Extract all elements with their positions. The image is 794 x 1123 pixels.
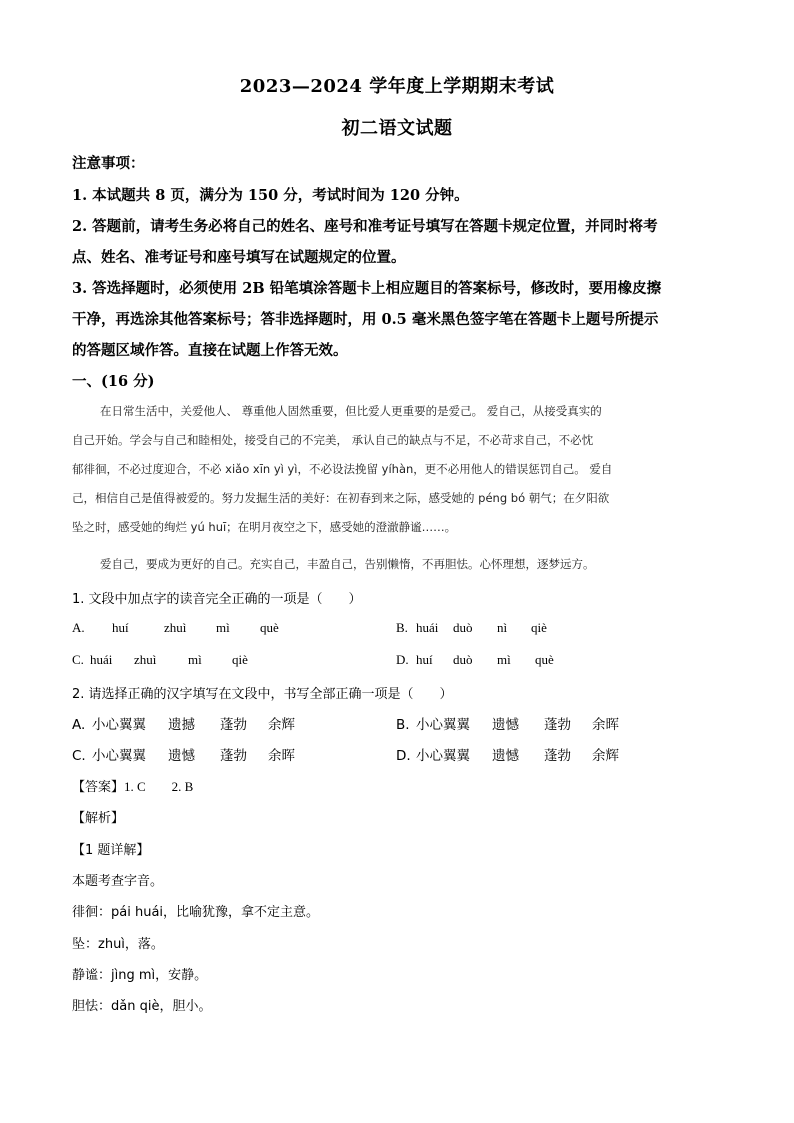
option-item: 余晖 — [268, 748, 295, 764]
option-item: huí — [416, 652, 433, 667]
passage-line: 坠之时，感受她的绚烂 yú huī；在明月夜空之下，感受她的澄澈静谧……。 — [72, 520, 457, 534]
q1-option-d — [396, 652, 554, 668]
option-item: zhuì — [164, 620, 187, 635]
passage-line: 在日常生活中，关爱他人、 尊重他人固然重要，但比爱人更重要的是爱己。 爱自己，从接受真实的 — [100, 404, 602, 418]
detail-line: 坠：zhuì，落。 — [72, 937, 164, 952]
notice-line: 3. 答选择题时，必须使用 2B 铅笔填涂答题卡上相应题目的答案标号，修改时，要用橡皮擦 — [72, 280, 662, 297]
option-item: 遗憾 — [492, 748, 519, 764]
q1-option-a — [72, 620, 279, 636]
page-subtitle: 初二语文试题 — [341, 118, 453, 139]
q2-option-b — [396, 713, 619, 733]
option-item: 小心翼翼 — [416, 748, 470, 764]
option-item: duò — [453, 620, 473, 635]
option-label: A. — [72, 717, 86, 733]
option-item: 小心翼翼 — [92, 748, 146, 764]
option-item: nì — [497, 620, 508, 635]
option-item: 蓬勃 — [220, 748, 247, 764]
option-item: qiè — [232, 652, 248, 667]
notice-line: 1. 本试题共 8 页，满分为 150 分，考试时间为 120 分钟。 — [72, 187, 469, 204]
option-label: C. — [72, 748, 86, 764]
option-item: 遗憾 — [168, 748, 195, 764]
q2-option-a — [72, 713, 295, 733]
detail-line: 徘徊：pái huái，比喻犹豫，拿不定主意。 — [72, 905, 320, 920]
option-label: D. — [396, 748, 411, 764]
section-heading: 一、(16 分) — [72, 373, 155, 390]
option-item: què — [535, 652, 554, 667]
detail-line: 本题考查字音。 — [72, 874, 164, 889]
option-item: 遗憾 — [492, 717, 519, 733]
q2-option-c — [72, 744, 295, 764]
q1-option-b — [396, 620, 547, 636]
passage-line: 自己开始。学会与自己和睦相处，接受自己的不完美， 承认自己的缺点与不足，不必苛求自己，不必忱 — [72, 433, 594, 447]
option-item: 小心翼翼 — [92, 717, 146, 733]
option-label: B. — [396, 620, 408, 635]
option-item: 余辉 — [268, 717, 295, 733]
notice-line: 的答题区域作答。直接在试题上作答无效。 — [72, 342, 348, 359]
option-item: zhuì — [134, 652, 157, 667]
detail-line: 静谧：jìng mì，安静。 — [72, 968, 208, 983]
question-1-stem: 1. 文段中加点字的读音完全正确的一项是（ ） — [72, 592, 362, 607]
notice-heading: 注意事项： — [72, 155, 145, 172]
detail-line: 胆怯：dǎn qiè，胆小。 — [72, 999, 212, 1014]
q2-option-d — [396, 744, 619, 764]
option-label: A. — [72, 620, 85, 635]
detail-heading: 【1 题详解】 — [72, 843, 150, 858]
passage-line: 己，相信自己是值得被爱的。努力发掘生活的美好：在初春到来之际，感受她的 péng bó 朝气；在夕阳欲 — [72, 491, 610, 505]
option-item: mì — [216, 620, 230, 635]
analysis-label: 【解析】 — [72, 811, 125, 826]
question-2-stem: 2. 请选择正确的汉字填写在文段中，书写全部正确一项是（ ） — [72, 687, 453, 702]
option-item: 蓬勃 — [544, 748, 571, 764]
q1-option-c — [72, 652, 248, 668]
option-item: 遗撼 — [168, 717, 195, 733]
option-item: 小心翼翼 — [416, 717, 470, 733]
option-item: duò — [453, 652, 473, 667]
option-item: qiè — [531, 620, 547, 635]
notice-line: 干净，再选涂其他答案标号；答非选择题时，用 0.5 毫米黑色签字笔在答题卡上题号所提示 — [72, 311, 659, 328]
option-item: 蓬勃 — [544, 717, 571, 733]
option-item: mì — [497, 652, 511, 667]
option-item: huái — [90, 652, 113, 667]
passage-line: 爱自己，要成为更好的自己。充实自己，丰盈自己，告别懒惰，不再胆怯。心怀理想，逐梦远方。 — [100, 557, 595, 571]
answer-text: 1. C 2. B — [124, 779, 194, 794]
option-item: què — [260, 620, 279, 635]
option-label: C. — [72, 652, 84, 667]
option-label: B. — [396, 717, 410, 733]
option-item: huí — [112, 620, 129, 635]
notice-line: 2. 答题前，请考生务必将自己的姓名、座号和准考证号填写在答题卡规定位置，并同时将考 — [72, 218, 658, 235]
option-item: 余辉 — [592, 748, 619, 764]
passage-line: 郁徘徊，不必过度迎合，不必 xiǎo xīn yì yì，不必设法挽留 yíhàn，更不必用他人的错误惩罚自己。 爱自 — [72, 462, 613, 476]
option-item: 余晖 — [592, 717, 619, 733]
option-item: 蓬勃 — [220, 717, 247, 733]
option-item: huái — [416, 620, 439, 635]
option-item: mì — [188, 652, 202, 667]
answer-line — [72, 776, 732, 795]
option-label: D. — [396, 652, 409, 667]
page-title: 2023—2024 学年度上学期期末考试 — [239, 76, 555, 97]
notice-line: 点、姓名、准考证号和座号填写在试题规定的位置。 — [72, 249, 406, 266]
answer-label: 【答案】 — [72, 780, 125, 795]
